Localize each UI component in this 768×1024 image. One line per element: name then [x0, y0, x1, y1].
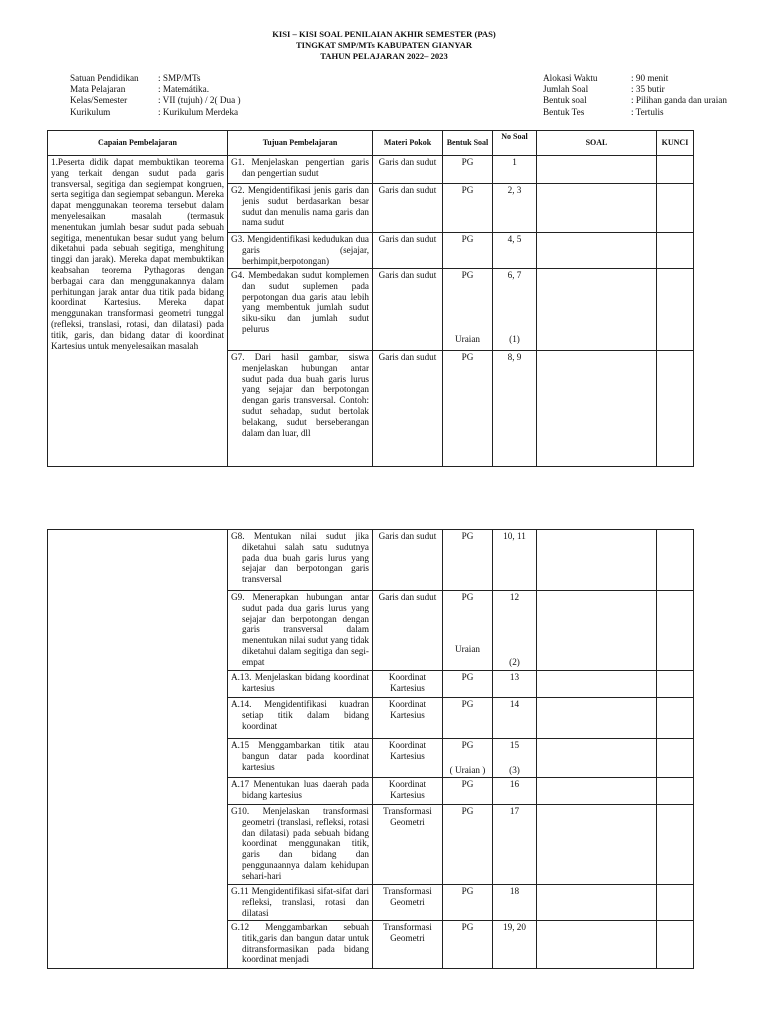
col-header-bentuk: Bentuk Soal	[443, 131, 493, 156]
materi-cell: Transformasi Geometri	[373, 805, 443, 885]
info-value: : 90 menit	[631, 73, 669, 83]
info-label: Kelas/Semester	[70, 95, 128, 106]
kunci-cell	[657, 739, 694, 778]
bentuk-cell: PG	[443, 233, 493, 269]
bentuk-pg: PG	[461, 270, 474, 280]
kunci-cell	[657, 805, 694, 885]
kunci-cell	[657, 156, 694, 184]
doc-title-line3: TAHUN PELAJARAN 2022– 2023	[320, 51, 448, 61]
bentuk-cell	[443, 739, 493, 778]
bentuk-uraian: Uraian	[455, 644, 480, 655]
materi-cell: Garis dan sudut	[373, 233, 443, 269]
soal-cell	[537, 530, 657, 591]
nosoal-cell: 4, 5	[493, 233, 537, 269]
bentuk-cell: PG	[443, 156, 493, 184]
bentuk-cell	[443, 591, 493, 671]
col-header-tujuan: Tujuan Pembelajaran	[228, 131, 373, 156]
info-label: Bentuk Tes	[543, 106, 585, 117]
nosoal-cell: 8, 9	[493, 351, 537, 467]
kunci-cell	[657, 591, 694, 671]
capaian-cell-empty	[48, 530, 228, 969]
info-label: Bentuk soal	[543, 95, 587, 106]
info-left	[70, 73, 241, 118]
materi-cell: Transformasi Geometri	[373, 885, 443, 921]
nosoal-cell	[493, 591, 537, 671]
col-header-kunci: KUNCI	[657, 131, 694, 156]
kunci-cell	[657, 778, 694, 805]
nosoal-uraian: (2)	[509, 657, 520, 668]
bentuk-cell: PG	[443, 184, 493, 233]
kisi-table-1	[47, 130, 694, 467]
bentuk-pg: PG	[461, 592, 474, 602]
soal-cell	[537, 698, 657, 739]
kunci-cell	[657, 351, 694, 467]
bentuk-cell: PG	[443, 885, 493, 921]
soal-cell	[537, 671, 657, 698]
nosoal-cell: 17	[493, 805, 537, 885]
soal-cell	[537, 739, 657, 778]
nosoal-pg: 15	[509, 740, 520, 750]
nosoal-cell: 14	[493, 698, 537, 739]
tujuan-cell: G8. Mentukan nilai sudut jika diketahui salah satu sudutnya pada dua buah garis lurus yang sejajar dan berpotongan garis transversal	[228, 530, 373, 591]
nosoal-cell: 18	[493, 885, 537, 921]
tujuan-cell: G9. Menerapkan hubungan antar sudut pada dua garis lurus yang sejajar dan berpotongan dengan garis transversal dalam menentukan nilai sudut yang tidak diketahui dalam segitiga dan segi-empat	[228, 591, 373, 671]
nosoal-cell: 13	[493, 671, 537, 698]
bentuk-cell	[443, 269, 493, 351]
kunci-cell	[657, 530, 694, 591]
bentuk-uraian: ( Uraian )	[449, 765, 486, 776]
kisi-table-2	[47, 529, 694, 969]
info-value: : 35 butir	[631, 84, 665, 95]
tujuan-cell: G10. Menjelaskan transformasi geometri (translasi, refleksi, rotasi dan dilatasi) pada sebuah bidang koordinat menggunakan titik, garis dan bidang dan penggunaannya dalam kehidupan sehari-hari	[228, 805, 373, 885]
doc-title-line1: KISI – KISI SOAL PENILAIAN AKHIR SEMESTER (PAS)	[272, 29, 496, 39]
nosoal-cell: 1	[493, 156, 537, 184]
kunci-cell	[657, 269, 694, 351]
info-value: : Kurikulum Merdeka	[158, 106, 239, 117]
tujuan-cell: G.12 Menggambarkan sebuah titik,garis dan bangun datar untuk ditransformasikan pada bidang koordinat menjadi	[228, 921, 373, 969]
kunci-cell	[657, 233, 694, 269]
doc-title-line2: TINGKAT SMP/MTs KABUPATEN GIANYAR	[295, 40, 473, 50]
soal-cell	[537, 778, 657, 805]
materi-cell: Koordinat Kartesius	[373, 698, 443, 739]
tujuan-cell: A.13. Menjelaskan bidang koordinat kartesius	[228, 671, 373, 698]
materi-cell: Garis dan sudut	[373, 351, 443, 467]
bentuk-cell: PG	[443, 805, 493, 885]
tujuan-cell: A.17 Menentukan luas daerah pada bidang kartesius	[228, 778, 373, 805]
soal-cell	[537, 233, 657, 269]
table-header-row	[48, 131, 694, 156]
nosoal-uraian: (3)	[509, 765, 520, 776]
nosoal-pg: 12	[509, 592, 520, 602]
tujuan-cell: G3. Mengidentifikasi kedudukan dua garis (sejajar, berhimpit,berpotongan)	[228, 233, 373, 269]
soal-cell	[537, 184, 657, 233]
col-header-nosoal: No Soal	[493, 131, 537, 156]
materi-cell: Garis dan sudut	[373, 530, 443, 591]
info-value: : Pilihan ganda dan uraian	[631, 95, 727, 106]
materi-cell: Transformasi Geometri	[373, 921, 443, 969]
nosoal-cell	[493, 739, 537, 778]
info-label: Satuan Pendidikan	[70, 73, 139, 83]
bentuk-cell: PG	[443, 921, 493, 969]
info-label: Mata Pelajaran	[70, 84, 126, 95]
tujuan-cell: G1. Menjelaskan pengertian garis dan pengertian sudut	[228, 156, 373, 184]
kunci-cell	[657, 184, 694, 233]
nosoal-cell: 16	[493, 778, 537, 805]
nosoal-cell	[493, 269, 537, 351]
materi-cell: Garis dan sudut	[373, 156, 443, 184]
soal-cell	[537, 156, 657, 184]
info-label: Jumlah Soal	[543, 84, 589, 95]
materi-cell: Garis dan sudut	[373, 184, 443, 233]
col-header-materi: Materi Pokok	[373, 131, 443, 156]
col-header-soal: SOAL	[537, 131, 657, 156]
info-label: Kurikulum	[70, 106, 111, 117]
materi-cell: Garis dan sudut	[373, 591, 443, 671]
nosoal-pg: 6, 7	[507, 270, 522, 280]
bentuk-uraian: Uraian	[455, 334, 480, 345]
bentuk-cell: PG	[443, 778, 493, 805]
materi-cell: Koordinat Kartesius	[373, 671, 443, 698]
bentuk-cell: PG	[443, 698, 493, 739]
nosoal-cell: 2, 3	[493, 184, 537, 233]
nosoal-cell: 10, 11	[493, 530, 537, 591]
kunci-cell	[657, 671, 694, 698]
info-value: : Tertulis	[631, 106, 664, 117]
materi-cell: Koordinat Kartesius	[373, 778, 443, 805]
tujuan-cell: G2. Mengidentifikasi jenis garis dan jenis sudut berdasarkan besar sudut dan menulis nama garis dan nama sudut	[228, 184, 373, 233]
bentuk-pg: PG	[461, 740, 474, 750]
table-row	[48, 156, 694, 184]
capaian-cell: 1.Peserta didik dapat membuktikan teorema yang terkait dengan sudut pada garis transversal, segitiga dan segiempat kongruen, serta segitiga dan segiempat sebangun. Mereka dapat menggunakan teorema tersebut dalam menyelesaikan masalah (termasuk menentukan jumlah besar sudut pada sebuah segitiga, menentukan besar sudut yang belum diketahui pada sebuah segitiga, menghitung tinggi dan jarak). Mereka dapat membuktikan keabsahan teorema Pythagoras dengan berbagai cara dan menggunakannya dalam perhitungan jarak antar dua titik pada bidang koordinat Kartesius. Mereka dapat menggunakan transformasi geometri tunggal (refleksi, translasi, rotasi, dan dilatasi) pada titik, garis, dan bidang datar di koordinat Kartesius untuk menyelesaikan masalah	[48, 156, 228, 467]
info-value: : VII (tujuh) / 2( Dua )	[158, 95, 241, 106]
table-row	[48, 530, 694, 591]
soal-cell	[537, 885, 657, 921]
kunci-cell	[657, 885, 694, 921]
nosoal-cell: 19, 20	[493, 921, 537, 969]
tujuan-cell: A.14. Mengidentifikasi kuadran setiap titik dalam bidang koordinat	[228, 698, 373, 739]
col-header-capaian: Capaian Pembelajaran	[48, 131, 228, 156]
tujuan-cell: G7. Dari hasil gambar, siswa menjelaskan hubungan antar sudut pada dua buah garis lurus yang sejajar dan berpotongan dengan garis transversal. Contoh: sudut sehadap, sudut bertolak belakang, sudut berseberangan dalam dan luar, dll	[228, 351, 373, 467]
info-value: : Matemátika.	[158, 84, 210, 95]
nosoal-uraian: (1)	[509, 334, 520, 345]
materi-cell: Koordinat Kartesius	[373, 739, 443, 778]
info-right	[543, 73, 727, 118]
bentuk-cell: PG	[443, 351, 493, 467]
tujuan-cell: G4. Membedakan sudut komplemen dan sudut suplemen pada perpotongan dua garis atau lebih yang membentuk jumlah sudut siku-siku dan jumlah sudut pelurus	[228, 269, 373, 351]
info-value: : SMP/MTs	[158, 73, 201, 83]
info-label: Alokasi Waktu	[543, 73, 598, 83]
soal-cell	[537, 269, 657, 351]
soal-cell	[537, 921, 657, 969]
bentuk-cell: PG	[443, 671, 493, 698]
bentuk-cell: PG	[443, 530, 493, 591]
tujuan-cell: G.11 Mengidentifikasi sifat-sifat dari refleksi, translasi, rotasi dan dilatasi	[228, 885, 373, 921]
soal-cell	[537, 351, 657, 467]
soal-cell	[537, 805, 657, 885]
kunci-cell	[657, 921, 694, 969]
materi-cell: Garis dan sudut	[373, 269, 443, 351]
kunci-cell	[657, 698, 694, 739]
soal-cell	[537, 591, 657, 671]
tujuan-cell: A.15 Menggambarkan titik atau bangun datar pada koordinat kartesius	[228, 739, 373, 778]
